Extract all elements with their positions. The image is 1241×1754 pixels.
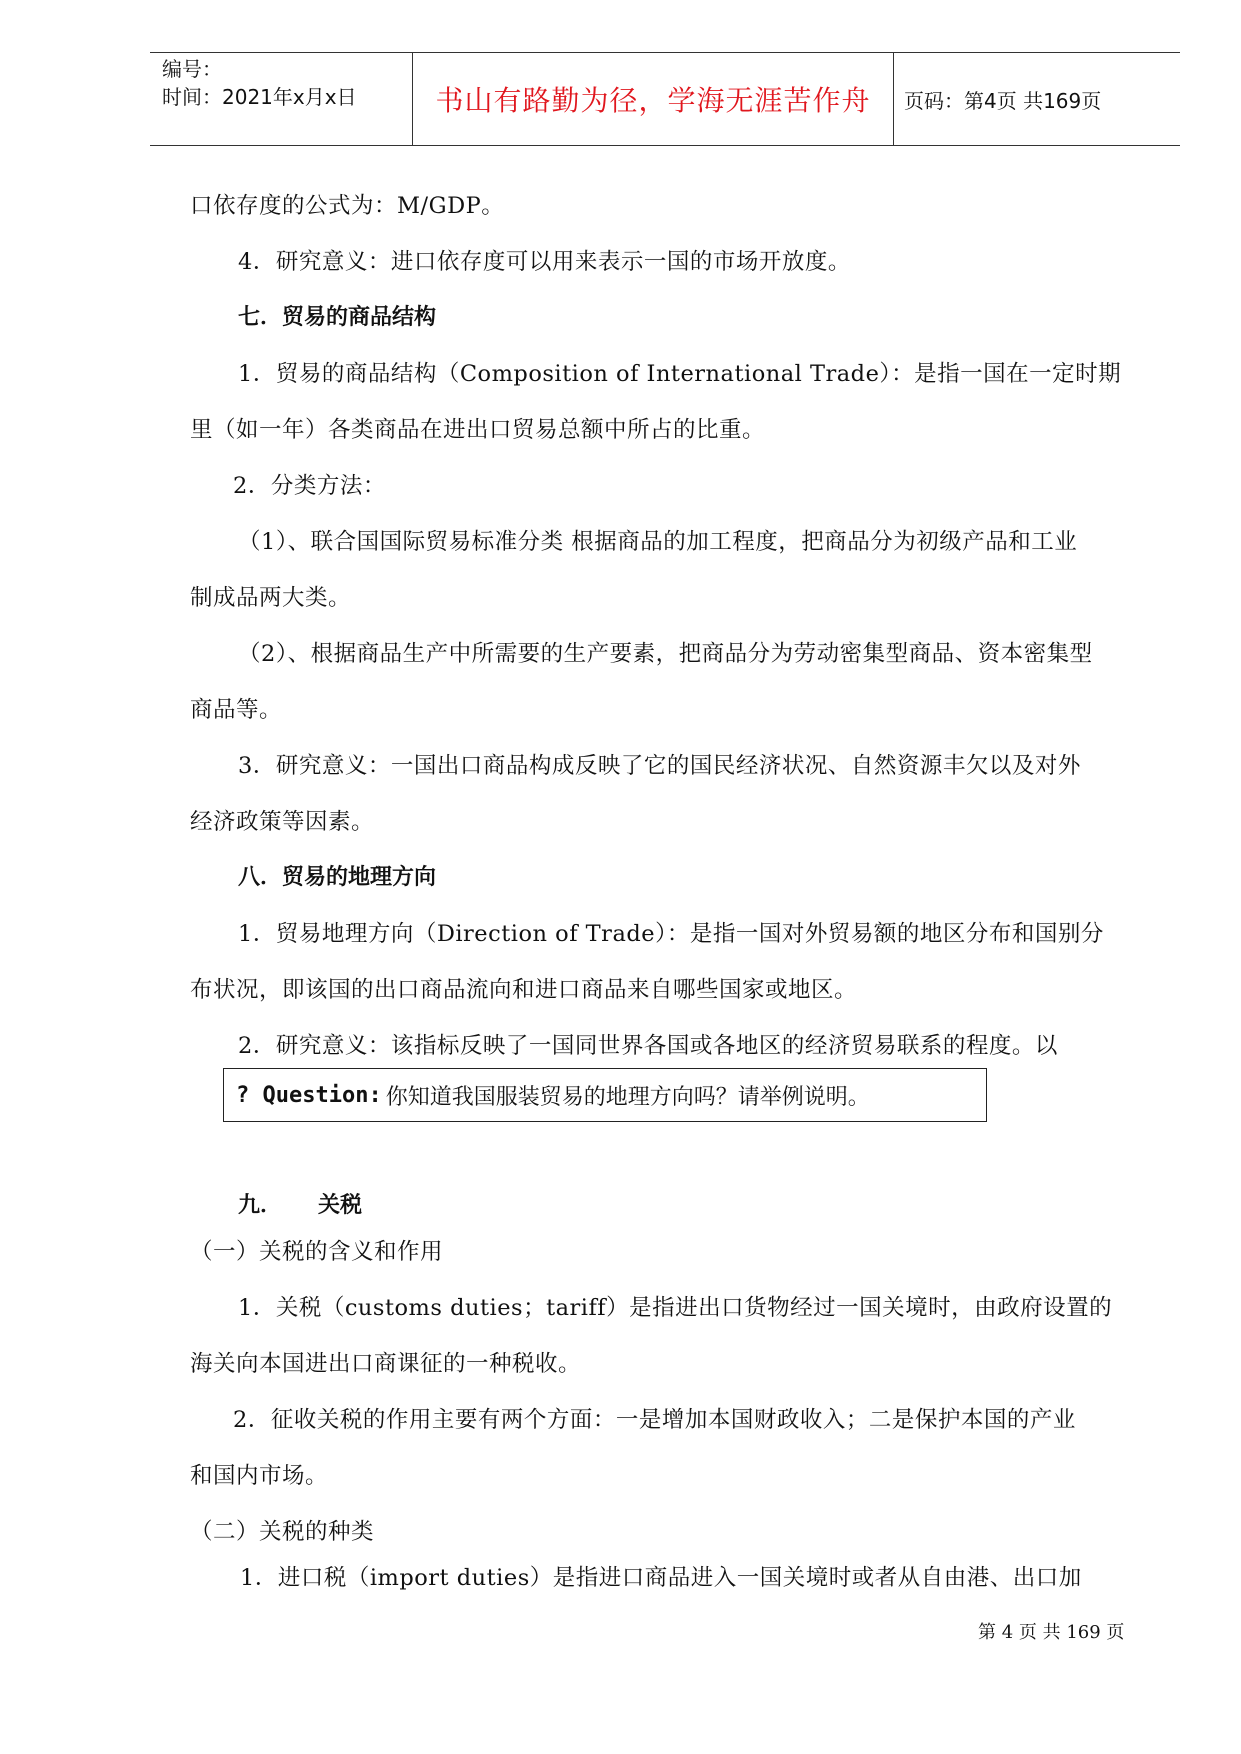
subsection-heading: （二）关税的种类 (190, 1519, 375, 1545)
paragraph-line: 3．研究意义：一国出口商品构成反映了它的国民经济状况、自然资源丰欠以及对外 (238, 753, 1081, 779)
paragraph-line: 口依存度的公式为：M/GDP。 (190, 193, 505, 219)
paragraph-line: 经济政策等因素。 (190, 809, 375, 835)
paragraph-line: 1．进口税（import duties）是指进口商品进入一国关境时或者从自由港、出口加 (240, 1565, 1082, 1591)
paragraph-line: （1）、联合国国际贸易标准分类 根据商品的加工程度，把商品分为初级产品和工业 (238, 529, 1078, 555)
paragraph-line: 2．征收关税的作用主要有两个方面：一是增加本国财政收入；二是保护本国的产业 (233, 1407, 1076, 1433)
page-header (150, 52, 1180, 146)
subsection-heading: （一）关税的含义和作用 (190, 1239, 444, 1265)
section-heading: 八．贸易的地理方向 (238, 865, 437, 890)
paragraph-line: 里（如一年）各类商品在进出口贸易总额中所占的比重。 (190, 417, 766, 443)
paragraph-line: 1．贸易的商品结构（Composition of International Trade）：是指一国在一定时期 (238, 361, 1122, 387)
header-motto: 书山有路勤为径，学海无涯苦作舟 (412, 53, 894, 145)
paragraph-line: 海关向本国进出口商课征的一种税收。 (190, 1351, 582, 1377)
header-page-info: 页码：第4页 共169页 (904, 88, 1102, 113)
question-text: 你知道我国服装贸易的地理方向吗？请举例说明。 (385, 1084, 870, 1110)
paragraph-line: （2）、根据商品生产中所需要的生产要素，把商品分为劳动密集型商品、资本密集型 (238, 641, 1093, 667)
paragraph-line: 布状况，即该国的出口商品流向和进口商品来自哪些国家或地区。 (190, 977, 858, 1003)
paragraph-line: 1．贸易地理方向（Direction of Trade）：是指一国对外贸易额的地区分布和国别分 (238, 921, 1104, 947)
serial-number-label: 编号： (162, 57, 222, 81)
paragraph-line: 1．关税（customs duties；tariff）是指进出口货物经过一国关境时，由政府设置的 (238, 1295, 1113, 1321)
paragraph-line: 2．研究意义：该指标反映了一国同世界各国或各地区的经济贸易联系的程度。以 (238, 1033, 1058, 1059)
question-label: ? Question: (236, 1082, 382, 1108)
paragraph-line: 4．研究意义：进口依存度可以用来表示一国的市场开放度。 (238, 249, 851, 275)
section-heading: 七．贸易的商品结构 (238, 305, 437, 330)
paragraph-line: 和国内市场。 (190, 1463, 329, 1489)
section-number: 九． (238, 1193, 283, 1218)
page-footer: 第 4 页 共 169 页 (978, 1622, 1125, 1643)
paragraph-line: 制成品两大类。 (190, 585, 352, 611)
paragraph-line: 商品等。 (190, 697, 283, 723)
question-box (223, 1068, 987, 1122)
section-heading: 关税 (318, 1193, 363, 1218)
header-meta (150, 53, 410, 145)
date-label: 时间：2021年x月x日 (162, 85, 357, 109)
paragraph-line: 2．分类方法： (233, 473, 386, 499)
